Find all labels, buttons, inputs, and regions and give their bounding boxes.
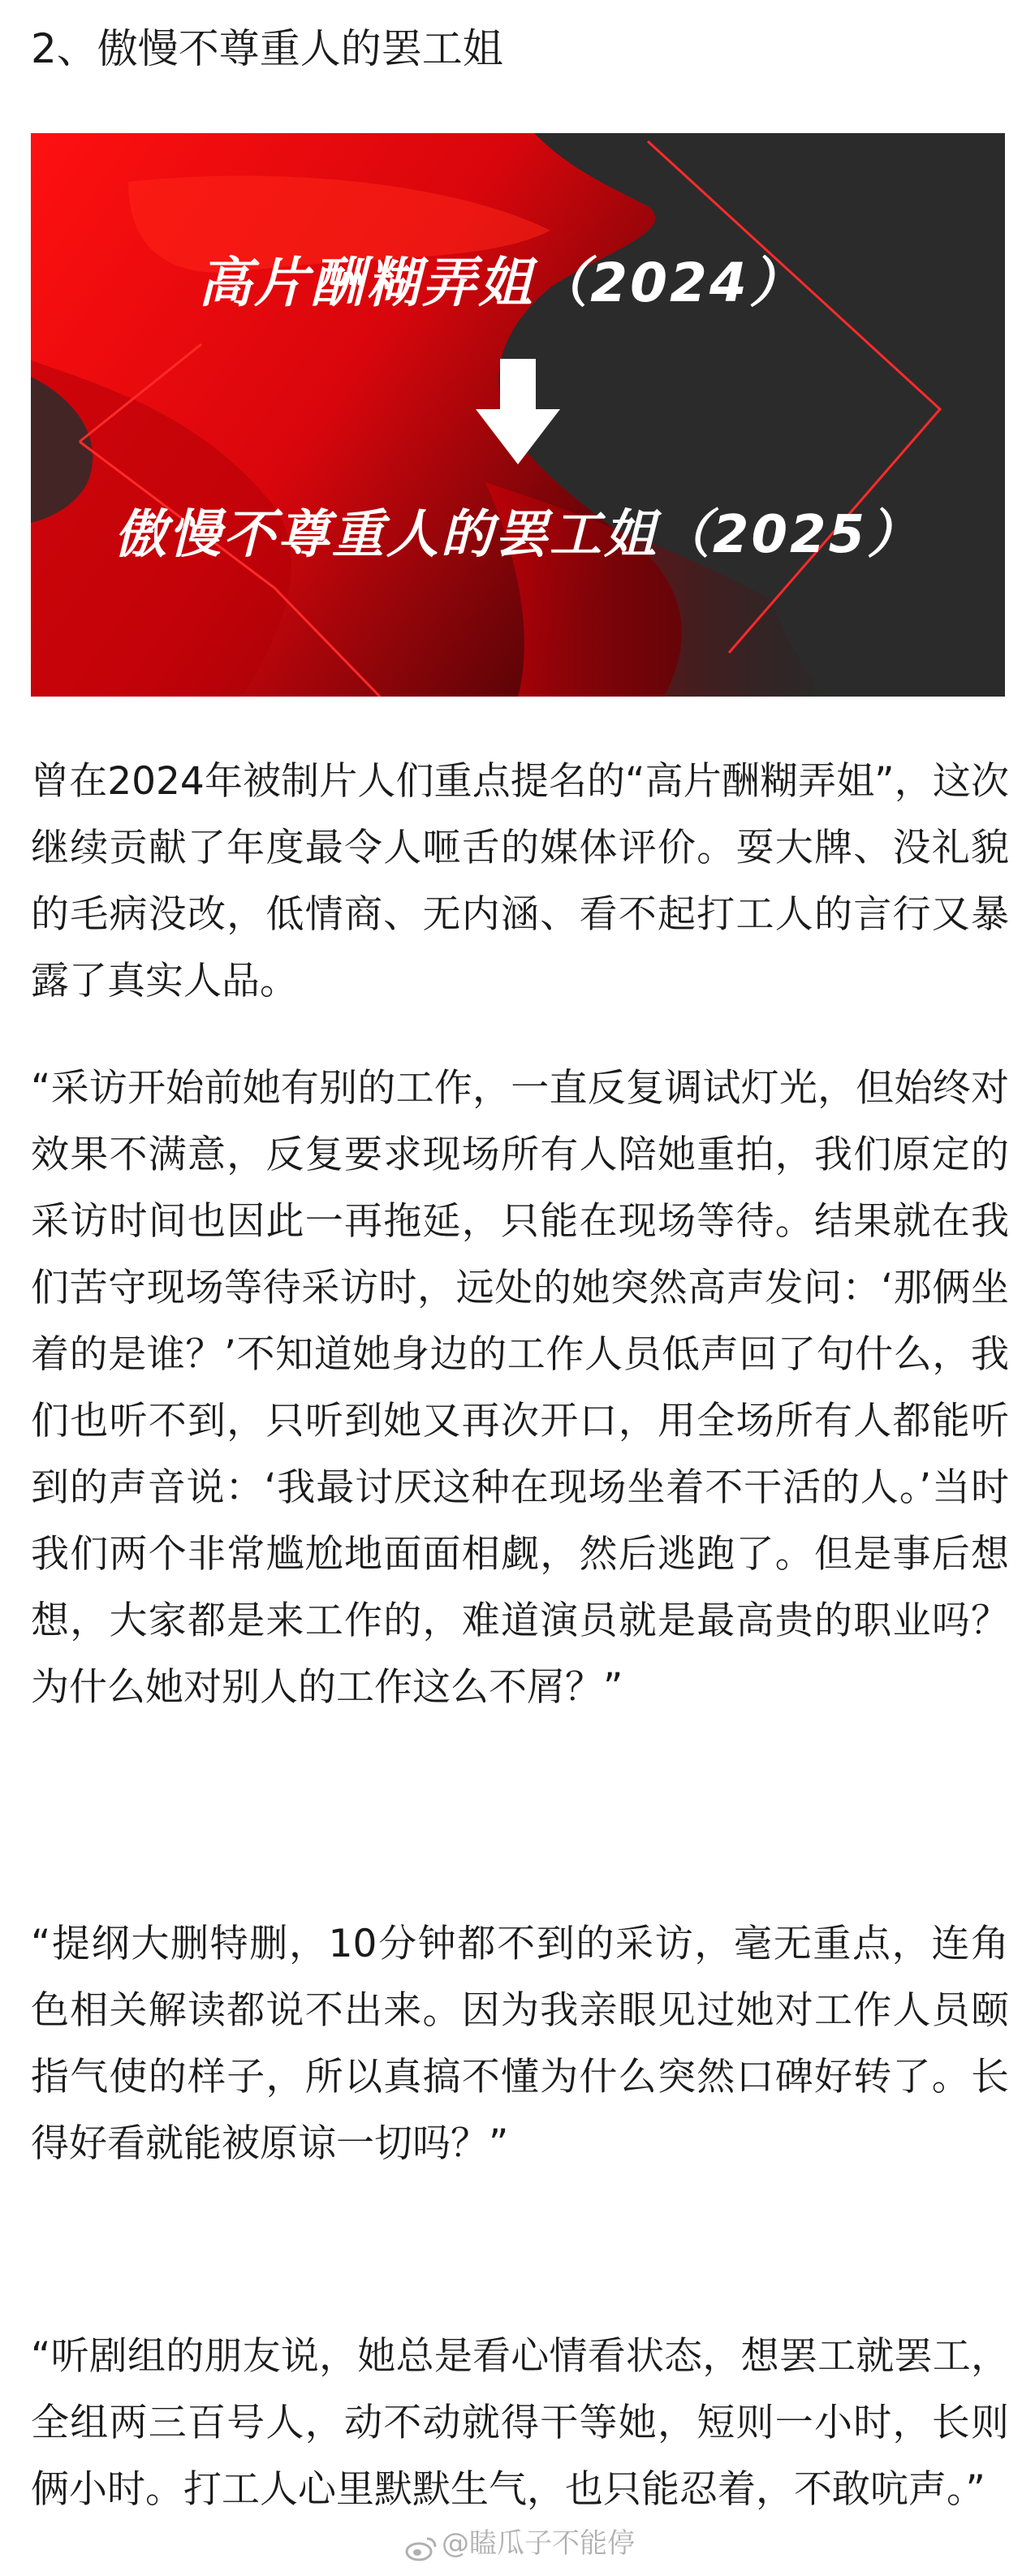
- banner-image: [31, 133, 1005, 697]
- paragraph-quote-1: “采访开始前她有别的工作，一直反复调试灯光，但始终对效果不满意，反复要求现场所有人陪她重拍，我们原定的采访时间也因此一再拖延，只能在现场等待。结果就在我们苦守现场等待采访时，远处的她突然高声发问：‘那俩坐着的是谁？’不知道她身边的工作人员低声回了句什么，我们也听不到，只听到她又再次开口，用全场所有人都能听到的声音说：‘我最讨厌这种在现场坐着不干活的人。’当时我们两个非常尴尬地面面相觑，然后逃跑了。但是事后想想，大家都是来工作的，难道演员就是最高贵的职业吗？为什么她对别人的工作这么不屑？”: [31, 1066, 1009, 1710]
- banner-title-2025: 傲慢不尊重人的罢工姐（2025）: [114, 505, 922, 565]
- weibo-watermark: [404, 2523, 635, 2564]
- paragraph-intro: 曾在2024年被制片人们重点提名的“高片酬糊弄姐”，这次继续贡献了年度最令人咂舌的媒体评价。耍大牌、没礼貌的毛病没改，低情商、无内涵、看不起打工人的言行又暴露了真实人品。: [31, 759, 1009, 1003]
- paragraph-quote-2: “提纲大删特删，10分钟都不到的采访，毫无重点，连角色相关解读都说不出来。因为我亲眼见过她对工作人员颐指气使的样子，所以真搞不懂为什么突然口碑好转了。长得好看就能被原谅一切吗？”: [31, 1922, 1009, 2166]
- paragraph-quote-3: “听剧组的朋友说，她总是看心情看状态，想罢工就罢工，全组两三百号人，动不动就得干等她，短则一小时，长则俩小时。打工人心里默默生气，也只能忍着，不敢吭声。”: [31, 2334, 1009, 2512]
- banner-title-2024: 高片酬糊弄姐（2024）: [198, 252, 805, 314]
- watermark-text: @瞌瓜子不能停: [442, 2527, 635, 2560]
- section-heading: 2、傲慢不尊重人的罢工姐: [31, 25, 503, 72]
- weibo-logo-icon: [404, 2532, 438, 2558]
- down-arrow-icon: [476, 359, 560, 464]
